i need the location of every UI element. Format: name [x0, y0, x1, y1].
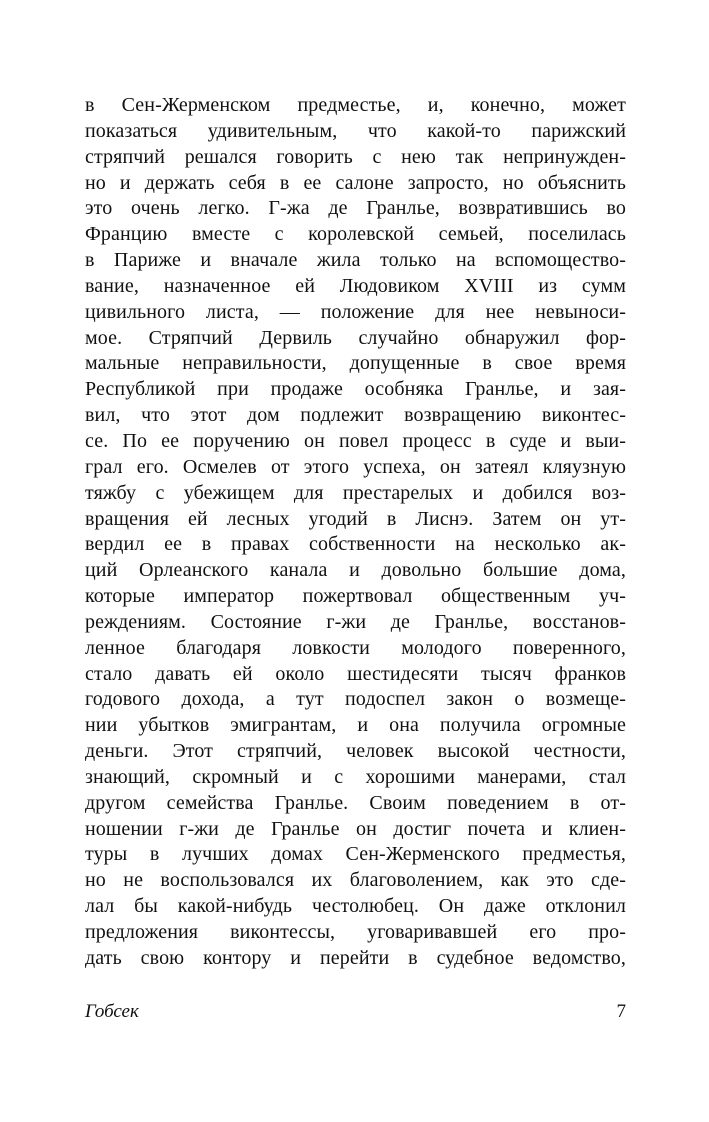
text-line: ций Орлеанского канала и довольно большие дома, [85, 559, 626, 582]
page-footer [85, 1001, 626, 1023]
text-line: туры в лучших домах Сен-Жерменского предместья, [85, 843, 626, 866]
text-line: реждениям. Состояние г-жи де Гранлье, восстанов- [85, 610, 626, 633]
text-line: дать свою контору и перейти в судебное ведомство, [85, 946, 626, 969]
text-line: се. По ее поручению он повел процесс в суде и выи- [85, 429, 626, 452]
text-line: деньги. Этот стряпчий, человек высокой честности, [85, 740, 626, 763]
text-line: стало давать ей около шестидесяти тысяч франков [85, 662, 626, 685]
running-title: Гобсек [85, 1001, 139, 1022]
text-line: тяжбу с убежищем для престарелых и добился воз- [85, 481, 626, 504]
text-line: Францию вместе с королевской семьей, поселилась [85, 223, 626, 246]
text-line: которые император пожертвовал общественным уч- [85, 585, 626, 608]
text-line: в Сен-Жерменском предместье, и, конечно, может [85, 94, 626, 116]
text-line: цивильного листа, — положение для нее невыноси- [85, 300, 626, 323]
text-line: вердил ее в правах собственности на несколько ак- [85, 533, 626, 556]
text-line: показаться удивительным, что какой-то парижский [85, 119, 626, 142]
text-line: грал его. Осмелев от этого успеха, он затеял кляузную [85, 455, 626, 478]
text-line: но и держать себя в ее салоне запросто, но объяснить [85, 171, 626, 194]
text-line: ношении г-жи де Гранлье он достиг почета и клиен- [85, 817, 626, 840]
body-text [85, 93, 626, 972]
text-line: но не воспользовался их благоволением, как это сде- [85, 869, 626, 892]
text-line: мое. Стряпчий Дервиль случайно обнаружил фор- [85, 326, 626, 349]
text-line: в Париже и вначале жила только на вспомощество- [85, 249, 626, 272]
page-number: 7 [616, 1001, 626, 1022]
text-line: Республикой при продаже особняка Гранлье, и зая- [85, 378, 626, 401]
text-line: ленное благодаря ловкости молодого поверенного, [85, 636, 626, 659]
text-line: предложения виконтессы, уговаривавшей его про- [85, 921, 626, 943]
text-line: другом семейства Гранлье. Своим поведением в от- [85, 791, 626, 814]
text-line: знающий, скромный и с хорошими манерами, стал [85, 765, 626, 788]
text-line: это очень легко. Г-жа де Гранлье, возвратившись во [85, 197, 626, 220]
text-line: нии убытков эмигрантам, и она получила огромные [85, 714, 626, 737]
text-line: мальные неправильности, допущенные в свое время [85, 352, 626, 375]
text-line: вращения ей лесных угодий в Лиснэ. Затем он ут- [85, 507, 626, 530]
text-line: вил, что этот дом подлежит возвращению виконтес- [85, 404, 626, 427]
text-line: вание, назначенное ей Людовиком XVIII из сумм [85, 274, 626, 297]
text-line: годового дохода, а тут подоспел закон о возмеще- [85, 688, 626, 711]
text-line: стряпчий решался говорить с нею так непринужден- [85, 145, 626, 168]
text-line: лал бы какой-нибудь честолюбец. Он даже отклонил [85, 895, 626, 918]
